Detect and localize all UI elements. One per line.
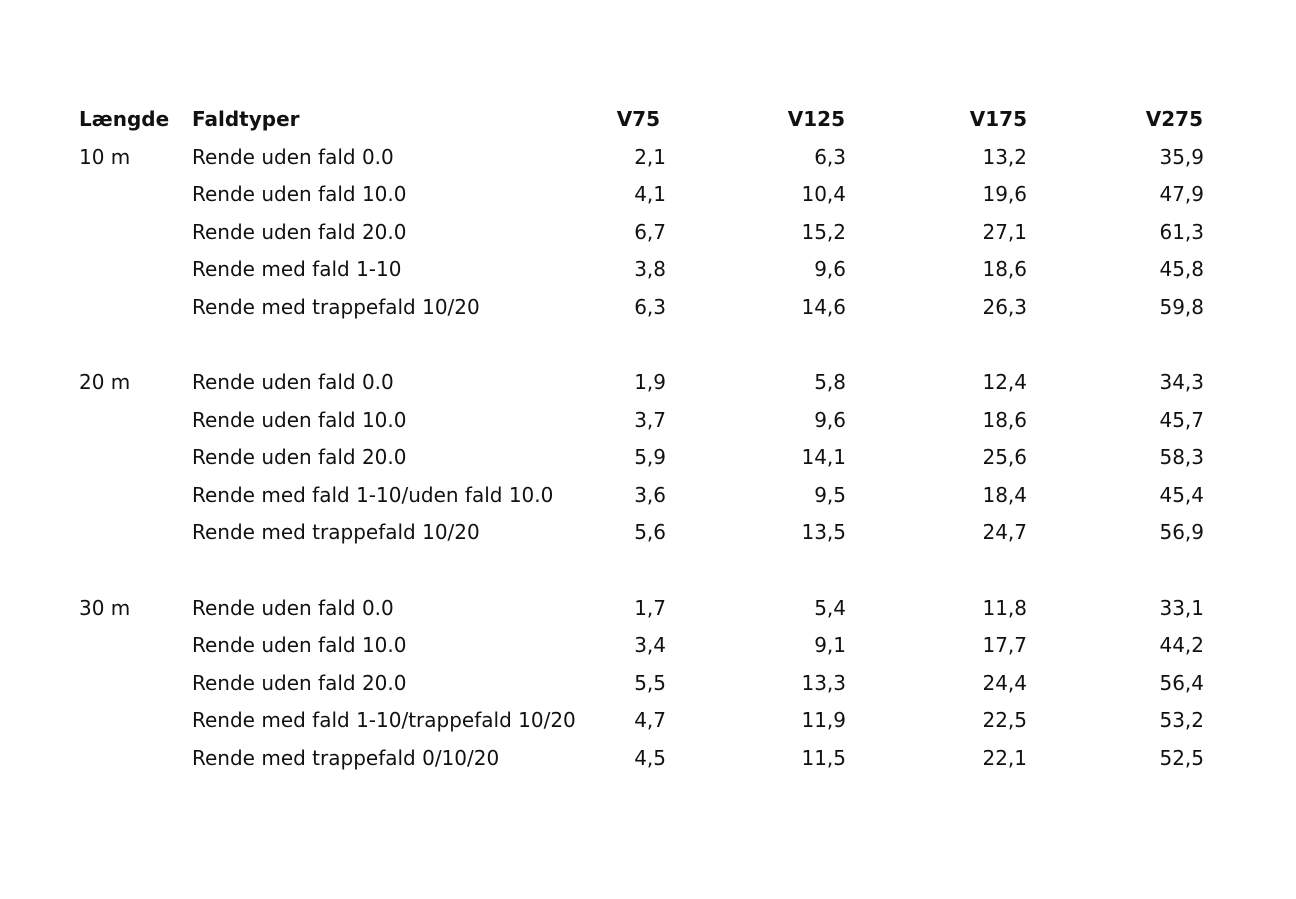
v275-cell: 58,3 <box>1159 445 1204 469</box>
type-cell: Rende med trappefald 0/10/20 <box>192 745 500 770</box>
v125-cell: 9,6 <box>814 257 846 281</box>
v75-cell: 4,7 <box>634 708 666 732</box>
group-spacer <box>79 552 1219 590</box>
table-header-row <box>79 101 1219 139</box>
v175-cell: 17,7 <box>982 633 1027 657</box>
v275-cell: 33,1 <box>1159 595 1204 620</box>
v275-cell: 53,2 <box>1159 708 1204 732</box>
v175-cell: 18,6 <box>982 257 1027 281</box>
table-row <box>79 176 1219 214</box>
v75-cell: 3,4 <box>634 633 666 657</box>
table-row <box>79 477 1219 515</box>
table-row <box>79 514 1219 552</box>
header-v175: V175 <box>969 107 1027 131</box>
v175-cell: 22,5 <box>982 708 1027 732</box>
v175-cell: 12,4 <box>982 370 1027 394</box>
v75-cell: 3,7 <box>634 407 666 432</box>
v75-cell: 2,1 <box>634 144 666 169</box>
type-cell: Rende uden fald 20.0 <box>192 445 407 469</box>
v125-cell: 6,3 <box>814 144 846 169</box>
v275-cell: 59,8 <box>1159 294 1204 319</box>
type-cell: Rende uden fald 0.0 <box>192 370 394 394</box>
length-label: 10 m <box>79 144 131 169</box>
flow-capacity-table <box>79 101 1219 777</box>
table-row <box>79 139 1219 177</box>
v275-cell: 56,9 <box>1159 520 1204 544</box>
v175-cell: 26,3 <box>982 294 1027 319</box>
table-row <box>79 740 1219 778</box>
v125-cell: 11,9 <box>801 708 846 732</box>
v275-cell: 45,4 <box>1159 482 1204 507</box>
v75-cell: 5,5 <box>634 670 666 695</box>
v175-cell: 22,1 <box>982 745 1027 770</box>
type-cell: Rende med fald 1-10/uden fald 10.0 <box>192 482 554 507</box>
v175-cell: 24,4 <box>982 670 1027 695</box>
table-row <box>79 590 1219 628</box>
v125-cell: 13,3 <box>801 670 846 695</box>
table-row <box>79 702 1219 740</box>
v175-cell: 19,6 <box>982 182 1027 206</box>
type-cell: Rende uden fald 10.0 <box>192 407 407 432</box>
type-cell: Rende uden fald 10.0 <box>192 633 407 657</box>
v125-cell: 14,6 <box>801 294 846 319</box>
v75-cell: 3,8 <box>634 257 666 281</box>
v75-cell: 5,6 <box>634 520 666 544</box>
v75-cell: 6,7 <box>634 219 666 244</box>
v275-cell: 52,5 <box>1159 745 1204 770</box>
table-row <box>79 289 1219 327</box>
header-v75: V75 <box>616 107 660 131</box>
v275-cell: 47,9 <box>1159 182 1204 206</box>
type-cell: Rende uden fald 20.0 <box>192 219 407 244</box>
v75-cell: 4,5 <box>634 745 666 770</box>
v275-cell: 61,3 <box>1159 219 1204 244</box>
type-cell: Rende uden fald 0.0 <box>192 144 394 169</box>
length-label: 20 m <box>79 370 131 394</box>
length-label: 30 m <box>79 595 131 620</box>
table-row <box>79 364 1219 402</box>
v275-cell: 44,2 <box>1159 633 1204 657</box>
type-cell: Rende med trappefald 10/20 <box>192 520 480 544</box>
type-cell: Rende med trappefald 10/20 <box>192 294 480 319</box>
type-cell: Rende uden fald 0.0 <box>192 595 394 620</box>
v125-cell: 14,1 <box>801 445 846 469</box>
v75-cell: 1,9 <box>634 370 666 394</box>
v75-cell: 1,7 <box>634 595 666 620</box>
v125-cell: 9,5 <box>814 482 846 507</box>
v275-cell: 56,4 <box>1159 670 1204 695</box>
table-row <box>79 439 1219 477</box>
table-row <box>79 402 1219 440</box>
v175-cell: 24,7 <box>982 520 1027 544</box>
v175-cell: 13,2 <box>982 144 1027 169</box>
v125-cell: 9,6 <box>814 407 846 432</box>
v125-cell: 11,5 <box>801 745 846 770</box>
v75-cell: 5,9 <box>634 445 666 469</box>
table-row <box>79 214 1219 252</box>
v275-cell: 45,8 <box>1159 257 1204 281</box>
table-row <box>79 251 1219 289</box>
v175-cell: 11,8 <box>982 595 1027 620</box>
group-spacer <box>79 326 1219 364</box>
table-row <box>79 665 1219 703</box>
v275-cell: 34,3 <box>1159 370 1204 394</box>
v175-cell: 27,1 <box>982 219 1027 244</box>
v175-cell: 18,4 <box>982 482 1027 507</box>
type-cell: Rende med fald 1-10/trappefald 10/20 <box>192 708 576 732</box>
v175-cell: 25,6 <box>982 445 1027 469</box>
v175-cell: 18,6 <box>982 407 1027 432</box>
v125-cell: 13,5 <box>801 520 846 544</box>
v75-cell: 6,3 <box>634 294 666 319</box>
type-cell: Rende med fald 1-10 <box>192 257 402 281</box>
v75-cell: 3,6 <box>634 482 666 507</box>
v125-cell: 5,4 <box>814 595 846 620</box>
v125-cell: 9,1 <box>814 633 846 657</box>
v275-cell: 35,9 <box>1159 144 1204 169</box>
v125-cell: 15,2 <box>801 219 846 244</box>
v75-cell: 4,1 <box>634 182 666 206</box>
type-cell: Rende uden fald 10.0 <box>192 182 407 206</box>
header-v275: V275 <box>1145 107 1203 131</box>
v275-cell: 45,7 <box>1159 407 1204 432</box>
table-row <box>79 627 1219 665</box>
v125-cell: 10,4 <box>801 182 846 206</box>
v125-cell: 5,8 <box>814 370 846 394</box>
header-length: Længde <box>79 107 170 131</box>
type-cell: Rende uden fald 20.0 <box>192 670 407 695</box>
header-type: Faldtyper <box>192 107 300 131</box>
header-v125: V125 <box>787 107 845 131</box>
